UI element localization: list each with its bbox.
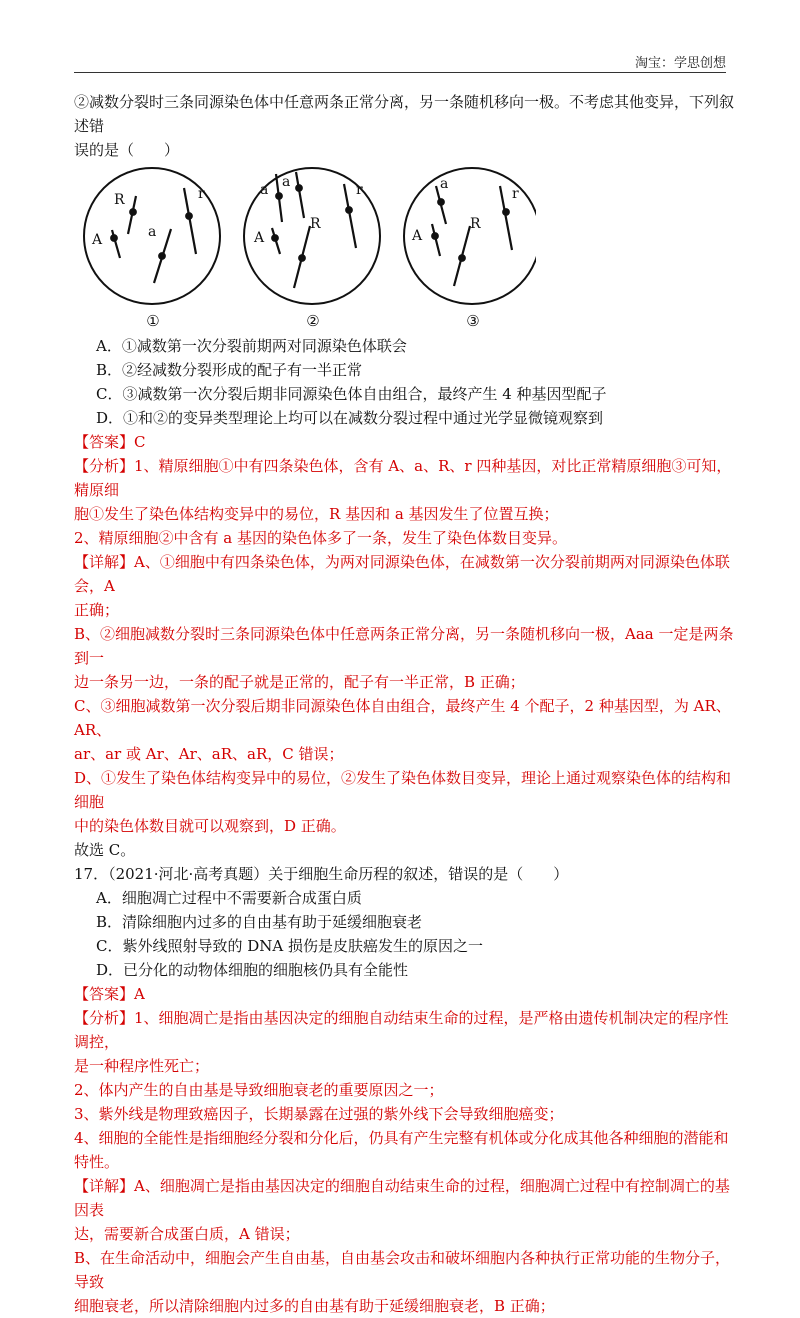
cell1-centromere-r [186, 213, 192, 219]
cell1-gene-label-A: A [92, 232, 103, 248]
q16-conclusion: 故选 C。 [74, 841, 136, 859]
q16-analysis-line-1: 【分析】1、精原细胞①中有四条染色体，含有 A、a、R、r 四种基因，对比正常精原细胞③可知，精原细 [74, 457, 732, 499]
q17-detail-line-1: 【详解】A、细胞凋亡是指由基因决定的细胞自动结束生命的过程，细胞凋亡过程中有控制凋亡的基因表 [74, 1177, 730, 1219]
cell3-chromosome-r [500, 186, 512, 250]
figure-label-3: ③ [466, 312, 480, 330]
q16-option-a: A．①减数第一次分裂前期两对同源染色体联会 [96, 337, 407, 355]
cell1-centromere-a [159, 253, 165, 259]
cell3-chromosome-A [432, 224, 440, 256]
q16-detail-line-1: 【详解】A、①细胞中有四条染色体，为两对同源染色体，在减数第一次分裂前期两对同源染色体联会，A [74, 553, 730, 595]
cell3-centromere-a [438, 199, 444, 205]
q16-detail-line-2: 正确； [74, 601, 120, 619]
q16-stem-line-1: ②减数分裂时三条同源染色体中任意两条正常分离，另一条随机移向一极。不考虑其他变异，下列叙述错 [74, 93, 735, 135]
q17-answer: 【答案】A [74, 985, 145, 1003]
cell3-centromere-A [432, 233, 438, 239]
q16-option-d: D．①和②的变异类型理论上均可以在减数分裂过程中通过光学显微镜观察到 [96, 409, 604, 427]
q16-stem-line-2: 误的是（ ） [74, 141, 180, 159]
cell3-gene-label-r: r [512, 186, 519, 202]
cell1-gene-label-R: R [114, 192, 125, 208]
q17-option-d: D．已分化的动物体细胞的细胞核仍具有全能性 [96, 961, 409, 979]
q16-detail-line-6: ar、ar 或 Ar、Ar、aR、aR，C 错误； [74, 745, 344, 763]
q17-detail-line-3: B、在生命活动中，细胞会产生自由基，自由基会攻击和破坏细胞内各种执行正常功能的生物分子，导致 [74, 1249, 731, 1291]
q17-option-a: A．细胞凋亡过程中不需要新合成蛋白质 [96, 889, 362, 907]
header-rule [74, 72, 726, 73]
cell3-gene-label-R: R [470, 216, 481, 232]
cell2-chromosome-r [344, 184, 356, 248]
cell2-centromere-A [272, 235, 278, 241]
cell3-centromere-R [459, 255, 465, 261]
cell2-gene-label-R: R [310, 216, 321, 232]
cell2-gene-label-A: A [254, 230, 265, 246]
q17-detail-line-2: 达，需要新合成蛋白质，A 错误； [74, 1225, 300, 1243]
q16-option-c: C．③减数第一次分裂后期非同源染色体自由组合，最终产生 4 种基因型配子 [96, 385, 607, 403]
q16-answer: 【答案】C [74, 433, 146, 451]
q17-analysis-line-2: 是一种程序性死亡； [74, 1057, 210, 1075]
cell2-centromere-R [299, 255, 305, 261]
cell1-centromere-A [111, 235, 117, 241]
figure-label-2: ② [306, 312, 320, 330]
q16-detail-line-5: C、③细胞减数第一次分裂后期非同源染色体自由组合，最终产生 4 个配子，2 种基因型，为 AR、AR、 [74, 697, 731, 739]
document-body [74, 90, 734, 1318]
q17-analysis-line-3: 2、体内产生的自由基是导致细胞衰老的重要原因之一； [74, 1081, 444, 1099]
cell2-gene-label-r: r [356, 182, 363, 198]
figure-label-1: ① [146, 312, 160, 330]
cell1-chromosome-r [184, 188, 196, 254]
cell3-gene-label-a: a [440, 176, 449, 192]
cell2-chromosome-a2 [296, 172, 304, 218]
cell1-gene-label-a: a [148, 224, 157, 240]
cell3-gene-label-A: A [412, 228, 423, 244]
q16-detail-line-4: 边一条另一边，一条的配子就是正常的，配子有一半正常，B 正确； [74, 673, 525, 691]
q17-option-b: B．清除细胞内过多的自由基有助于延缓细胞衰老 [96, 913, 423, 931]
header-text: 淘宝：学思创想 [634, 56, 726, 71]
cell2-centromere-a1 [276, 193, 282, 199]
cell3-centromere-r [503, 209, 509, 215]
cell1-gene-label-r: r [198, 186, 205, 202]
q17-stem: 17．（2021·河北·高考真题）关于细胞生命历程的叙述，错误的是（ ） [74, 865, 569, 883]
cell2-gene-label-a1: a [260, 182, 269, 198]
q17-option-c: C．紫外线照射导致的 DNA 损伤是皮肤癌发生的原因之一 [96, 937, 483, 955]
cell2-centromere-r [346, 207, 352, 213]
q16-detail-line-3: B、②细胞减数分裂时三条同源染色体中任意两条正常分离，另一条随机移向一极，Aaa 一定是两条到一 [74, 625, 734, 667]
cell1-centromere-R [130, 209, 136, 215]
q17-analysis-line-1: 【分析】1、细胞凋亡是指由基因决定的细胞自动结束生命的过程，是严格由遗传机制决定的程序性调控， [74, 1009, 729, 1051]
q17-analysis-line-5: 4、细胞的全能性是指细胞经分裂和分化后，仍具有产生完整有机体或分化成其他各种细胞的潜能和特性。 [74, 1129, 729, 1171]
q17-analysis-line-4: 3、紫外线是物理致癌因子，长期暴露在过强的紫外线下会导致细胞癌变； [74, 1105, 564, 1123]
cell2-gene-label-a2: a [282, 174, 291, 190]
q17-detail-line-4: 细胞衰老，所以清除细胞内过多的自由基有助于延缓细胞衰老，B 正确； [74, 1297, 555, 1315]
chromosome-figure [74, 166, 734, 334]
q16-analysis-line-3: 2、精原细胞②中含有 a 基因的染色体多了一条，发生了染色体数目变异。 [74, 529, 568, 547]
q16-option-b: B．②经减数分裂形成的配子有一半正常 [96, 361, 363, 379]
q16-detail-line-8: 中的染色体数目就可以观察到，D 正确。 [74, 817, 346, 835]
q16-detail-line-7: D、①发生了染色体结构变异中的易位，②发生了染色体数目变异，理论上通过观察染色体的结构和细胞 [74, 769, 732, 811]
chromosome-diagram [76, 166, 536, 311]
cell2-centromere-a2 [296, 185, 302, 191]
q16-analysis-line-2: 胞①发生了染色体结构变异中的易位，R 基因和 a 基因发生了位置互换； [74, 505, 559, 523]
